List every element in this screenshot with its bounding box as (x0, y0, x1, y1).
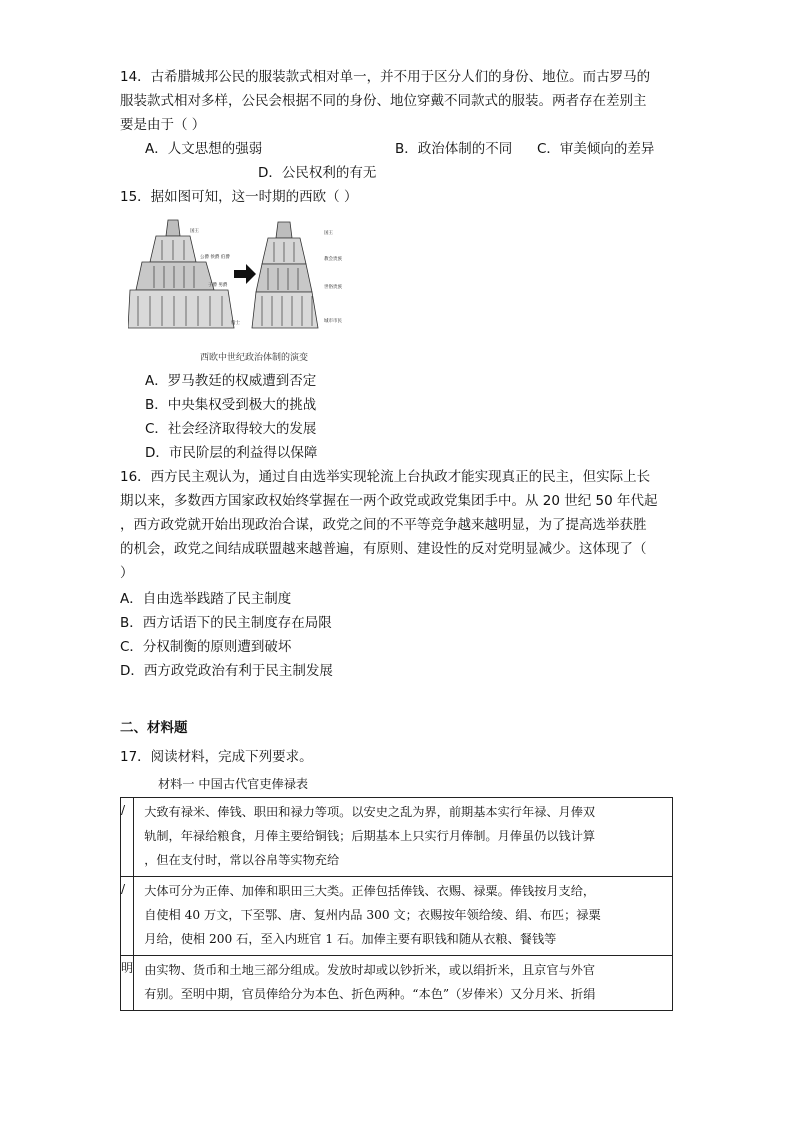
q15-stem: 15．据如图可知，这一时期的西欧（ ） (120, 189, 358, 205)
q16-line-2: 期以来，多数西方国家政权始终掌握在一两个政党或政党集团手中。从 20 世纪 50 年代起 (120, 493, 658, 509)
right-label-secular: 世俗贵族 (324, 285, 342, 290)
right-label-citizens: 城市市民 (324, 319, 342, 324)
q16-line-4: 的机会，政党之间结成联盟越来越普遍，有原则、建设性的反对党明显减少。这体现了（ (120, 541, 647, 557)
q16-line-1: 16．西方民主观认为，通过自由选举实现轮流上台执政才能实现真正的民主，但实际上长 (120, 469, 651, 485)
left-label-knights: 骑士 (231, 321, 240, 326)
q16-option-b: B．西方话语下的民主制度存在局限 (120, 615, 332, 631)
right-arrow-icon (234, 264, 256, 284)
table-cell-line: 大体可分为正俸、加俸和职田三大类。正俸包括俸钱、衣赐、禄粟。俸钱按月支给， (144, 884, 596, 898)
q16-option-c: C．分权制衡的原则遭到破坏 (120, 639, 292, 655)
salary-table (120, 797, 673, 1011)
row-side-cell: / (121, 877, 134, 956)
left-label-viscounts: 子爵 男爵 (208, 283, 228, 288)
political-pyramid-figure (128, 218, 348, 363)
table-cell-line: 轨制，年禄给粮食，月俸主要给铜钱；后期基本上只实行月俸制。月俸虽仍以钱计算 (144, 829, 596, 843)
table-row (121, 877, 673, 956)
table-cell-line: 月给，使相 200 石，至入内班官 1 石。加俸主要有职钱和随从衣粮、餐钱等 (144, 932, 557, 946)
left-pyramid (128, 220, 234, 328)
right-label-king: 国王 (324, 231, 333, 236)
q14-option-b: B．政治体制的不同 (395, 141, 513, 157)
q16-option-d: D．西方政党政治有利于民主制发展 (120, 663, 333, 679)
q15-option-c: C．社会经济取得较大的发展 (145, 421, 317, 437)
figure-caption: 西欧中世纪政治体制的演变 (200, 353, 309, 363)
row-side-cell: / (121, 798, 134, 877)
left-label-dukes: 公爵 侯爵 伯爵 (200, 255, 230, 260)
q14-option-c: C．审美倾向的差异 (537, 141, 655, 157)
table-row (121, 956, 673, 1011)
table-cell-line: 有别。至明中期，官员俸给分为本色、折色两种。“本色”（岁俸米）又分月米、折绢 (144, 987, 596, 1001)
q14-line-2: 服装款式相对多样，公民会根据不同的身份、地位穿戴不同款式的服装。两者存在差别主 (120, 93, 647, 109)
material-title: 材料一 中国古代官吏俸禄表 (158, 777, 309, 791)
q16-option-a: A．自由选举践踏了民主制度 (120, 591, 292, 607)
q16-line-3: ，西方政党就开始出现政治合谋，政党之间的不平等竞争越来越明显，为了提高选举获胜 (120, 517, 647, 533)
right-label-church: 教会贵族 (324, 257, 342, 262)
left-label-king: 国王 (190, 229, 199, 234)
q14-option-d: D．公民权利的有无 (258, 165, 377, 181)
row-side-cell: 明 (121, 956, 134, 1011)
q14-line-3: 要是由于（ ） (120, 117, 206, 133)
table-cell-line: ，但在支付时，常以谷帛等实物充给 (144, 853, 340, 867)
q15-option-a: A．罗马教廷的权威遭到否定 (145, 373, 317, 389)
table-cell-line: 由实物、货币和土地三部分组成。发放时却或以钞折米，或以绢折米，且京官与外官 (144, 963, 596, 977)
table-cell-line: 大致有禄米、俸钱、职田和禄力等项。以安史之乱为界，前期基本实行年禄、月俸双 (144, 805, 596, 819)
table-cell-line: 自使相 40 万文，下至鄂、唐、复州内品 300 文；衣赐按年领给绫、绢、布匹；禄粟 (144, 908, 601, 922)
q15-option-b: B．中央集权受到极大的挑战 (145, 397, 317, 413)
q17-stem: 17．阅读材料，完成下列要求。 (120, 749, 313, 765)
pyramid-illustration (128, 218, 348, 348)
q14-option-a: A．人文思想的强弱 (145, 141, 263, 157)
right-pyramid (252, 222, 318, 328)
section-heading: 二、材料题 (120, 720, 188, 736)
q14-line-1: 14．古希腊城邦公民的服装款式相对单一，并不用于区分人们的身份、地位。而古罗马的 (120, 69, 651, 85)
table-row (121, 798, 673, 877)
q16-line-5: ） (120, 565, 134, 581)
q15-option-d: D．市民阶层的利益得以保障 (145, 445, 318, 461)
